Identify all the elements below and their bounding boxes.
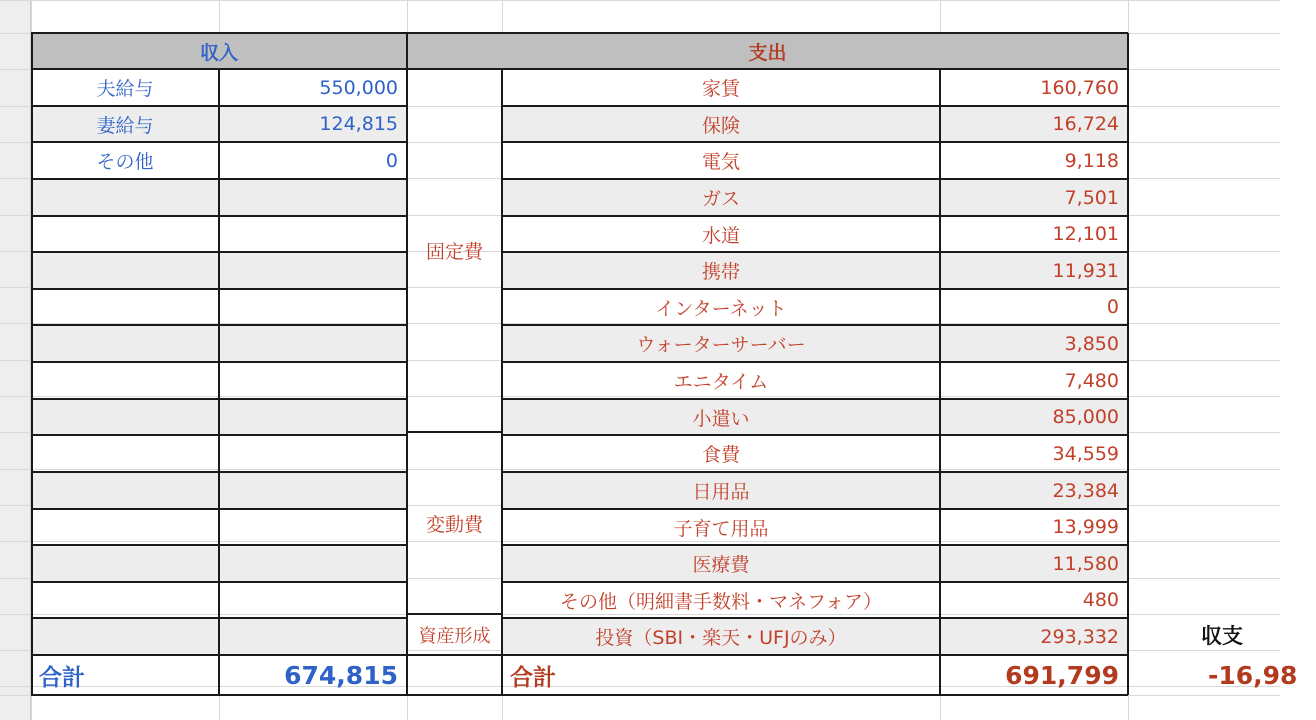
income-value-cell[interactable]: 550,000 xyxy=(319,76,398,99)
expense-item-value[interactable]: 480 xyxy=(1082,589,1119,611)
expense-item-label[interactable]: 医療費 xyxy=(502,545,940,582)
income-label-cell[interactable] xyxy=(31,509,219,545)
balance-value[interactable]: -16,98 xyxy=(1208,660,1298,690)
income-total-value[interactable]: 674,815 xyxy=(284,660,398,690)
border-horizontal xyxy=(31,32,1128,34)
expense-item-value[interactable]: 7,480 xyxy=(1064,369,1119,392)
expense-item-label[interactable]: 食費 xyxy=(701,444,740,466)
border-horizontal xyxy=(502,471,1128,473)
income-label-cell[interactable] xyxy=(31,545,219,582)
border-horizontal xyxy=(502,288,1128,290)
income-value-cell[interactable] xyxy=(219,179,407,216)
income-value-cell[interactable] xyxy=(219,216,407,252)
border-horizontal xyxy=(502,508,1128,510)
expense-item-value[interactable]: 13,999 xyxy=(1052,516,1119,538)
expense-item-label[interactable]: 小遣い xyxy=(502,399,940,435)
border-horizontal xyxy=(502,544,1128,546)
income-header[interactable]: 収入 xyxy=(31,33,407,69)
border-vertical xyxy=(1127,33,1129,695)
income-label-cell[interactable]: 妻給与 xyxy=(31,106,219,142)
expense-item-value[interactable]: 3,850 xyxy=(940,325,1128,362)
income-value-cell[interactable]: 0 xyxy=(385,149,398,172)
expense-item-label[interactable]: ウォーターサーバー xyxy=(502,325,940,362)
expense-item-value[interactable]: 12,101 xyxy=(1052,223,1119,245)
expense-header[interactable]: 支出 xyxy=(407,33,1128,69)
income-label-cell[interactable] xyxy=(31,289,219,325)
category-variable-cost[interactable]: 変動費 xyxy=(425,513,483,536)
income-label-cell[interactable] xyxy=(31,472,219,509)
income-label-cell[interactable] xyxy=(31,179,219,216)
expense-item-label[interactable]: インターネット xyxy=(655,297,787,320)
expense-item-label[interactable]: エニタイム xyxy=(673,371,769,393)
expense-item-value[interactable]: 11,931 xyxy=(940,252,1128,289)
income-label-cell[interactable] xyxy=(31,362,219,399)
income-value-cell[interactable]: 124,815 xyxy=(219,106,407,142)
income-value-cell[interactable] xyxy=(219,325,407,362)
border-vertical xyxy=(218,69,220,695)
border-horizontal xyxy=(502,105,1128,107)
expense-item-value[interactable]: 7,501 xyxy=(940,179,1128,216)
border-horizontal xyxy=(407,431,502,433)
expense-item-label[interactable]: 家賃 xyxy=(701,78,740,100)
border-horizontal xyxy=(502,398,1128,400)
expense-item-label[interactable]: ガス xyxy=(502,179,940,216)
border-horizontal xyxy=(31,68,1128,70)
border-vertical xyxy=(501,69,503,695)
income-label-cell[interactable] xyxy=(31,435,219,472)
border-vertical xyxy=(31,33,33,695)
border-vertical xyxy=(939,69,941,695)
border-horizontal xyxy=(502,141,1128,143)
income-value-cell[interactable] xyxy=(219,509,407,545)
border-horizontal xyxy=(407,613,502,615)
expense-item-label[interactable]: 日用品 xyxy=(502,472,940,509)
border-horizontal xyxy=(502,178,1128,180)
income-value-cell[interactable] xyxy=(219,252,407,289)
expense-item-value[interactable]: 16,724 xyxy=(940,106,1128,142)
border-horizontal xyxy=(502,361,1128,363)
expense-item-value[interactable]: 160,760 xyxy=(1040,76,1119,99)
category-asset-building[interactable]: 資産形成 xyxy=(418,625,491,647)
income-value-cell[interactable] xyxy=(219,582,407,618)
income-value-cell[interactable] xyxy=(219,472,407,509)
expense-item-label[interactable]: 投資（SBI・楽天・UFJのみ） xyxy=(502,618,940,655)
expense-item-label[interactable]: 保険 xyxy=(502,106,940,142)
expense-item-value[interactable]: 23,384 xyxy=(940,472,1128,509)
income-value-cell[interactable] xyxy=(219,362,407,399)
border-horizontal xyxy=(502,434,1128,436)
income-value-cell[interactable] xyxy=(219,435,407,472)
expense-item-value[interactable]: 293,332 xyxy=(940,618,1128,655)
expense-total-label[interactable]: 合計 xyxy=(510,664,556,691)
expense-item-value[interactable]: 9,118 xyxy=(1064,149,1119,172)
category-fixed-cost[interactable]: 固定費 xyxy=(425,241,483,263)
income-label-cell[interactable] xyxy=(31,582,219,618)
expense-item-value[interactable]: 34,559 xyxy=(1052,442,1119,465)
income-label-cell[interactable] xyxy=(31,252,219,289)
expense-item-label[interactable]: 水道 xyxy=(701,224,740,247)
expense-item-label[interactable]: 電気 xyxy=(701,151,740,173)
expense-item-label[interactable]: 子育て用品 xyxy=(673,517,769,540)
income-label-cell[interactable] xyxy=(31,325,219,362)
income-total-label[interactable]: 合計 xyxy=(39,664,85,691)
income-label-cell[interactable]: その他 xyxy=(96,151,154,173)
income-label-cell[interactable] xyxy=(31,399,219,435)
border-horizontal xyxy=(31,694,1128,696)
income-value-cell[interactable] xyxy=(219,545,407,582)
expense-item-value[interactable]: 11,580 xyxy=(940,545,1128,582)
balance-label[interactable]: 収支 xyxy=(1201,623,1243,648)
expense-total-value[interactable]: 691,799 xyxy=(1005,660,1119,690)
income-value-cell[interactable] xyxy=(219,399,407,435)
income-value-cell[interactable] xyxy=(219,618,407,655)
expense-item-value[interactable]: 85,000 xyxy=(940,399,1128,435)
expense-item-value[interactable]: 0 xyxy=(1106,296,1119,318)
border-horizontal xyxy=(502,324,1128,326)
border-horizontal xyxy=(31,654,1128,656)
border-horizontal xyxy=(502,215,1128,217)
expense-item-label[interactable]: その他（明細書手数料・マネフォア） xyxy=(559,590,883,613)
border-horizontal xyxy=(502,617,1128,619)
income-label-cell[interactable] xyxy=(31,618,219,655)
income-value-cell[interactable] xyxy=(219,289,407,325)
border-vertical xyxy=(406,33,408,695)
income-label-cell[interactable] xyxy=(31,216,219,252)
border-horizontal xyxy=(502,581,1128,583)
border-horizontal xyxy=(502,251,1128,253)
expense-item-label[interactable]: 携帯 xyxy=(502,252,940,289)
income-label-cell[interactable]: 夫給与 xyxy=(96,78,154,100)
